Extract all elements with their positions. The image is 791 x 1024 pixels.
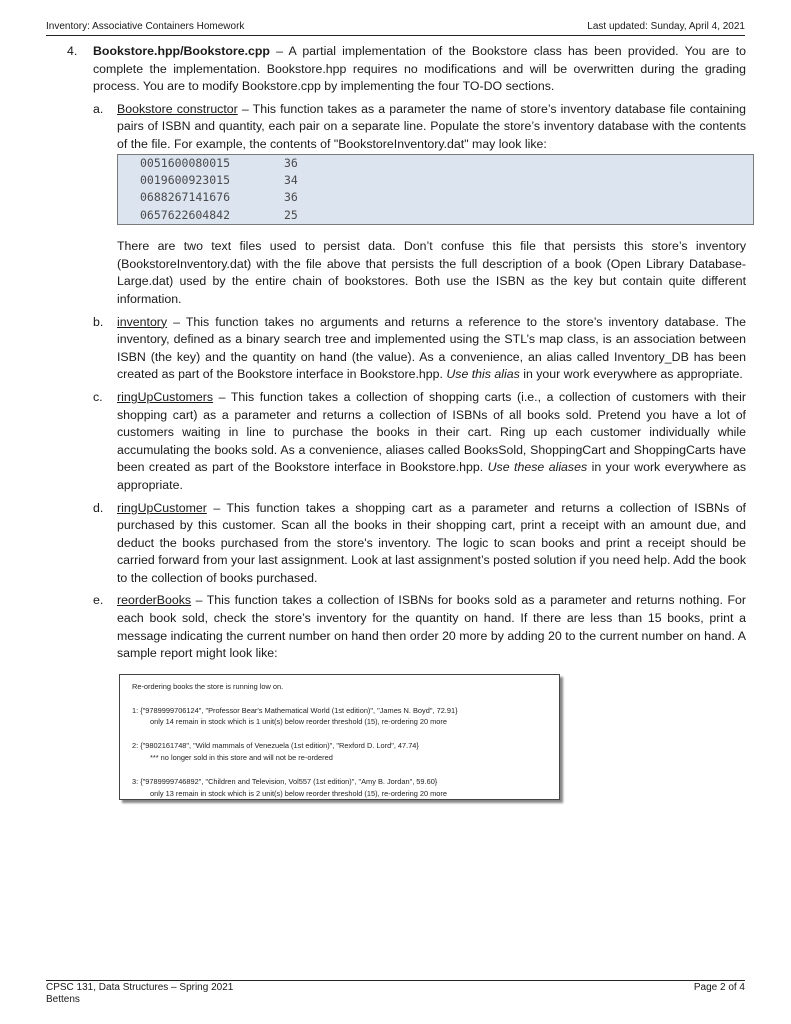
- subitem-d: d. ringUpCustomer – This function takes a shopping cart as a parameter and returns a collection of ISBNs of purchased by this customer. Scan all the books in their shopping cart, print a receipt with an amount due, and deduct the books purchased from the store's inventory. The logic to scan books and print a receipt should be carried forward from your last assignment. Look at last assignment’s posted solution if you need help. Add the book to the collection of books purchased.: [93, 500, 746, 585]
- report-entry: 2: {"9802161748", "Wild mammals of Venezuela (1st edition)", "Rexford D. Lord", 47.74} *** no longer sold in this store and will not be re-ordered: [132, 741, 419, 763]
- inventory-line: 0051600080015 36: [140, 155, 298, 170]
- subitem-a-name: Bookstore constructor: [117, 101, 238, 116]
- subitem-letter: b.: [93, 314, 104, 329]
- inventory-line: 0657622604842 25: [140, 207, 298, 222]
- item-number: 4.: [67, 44, 78, 58]
- report-heading: Re-ordering books the store is running low on.: [132, 681, 284, 691]
- page-footer: [46, 980, 745, 1006]
- report-entry: 1: {"9789999706124", "Professor Bear's Mathematical World (1st edition)", "James N. Boyd", 72.91} only 14 remain in stock which is 1 unit(s) below reorder threshold (15), re-ordering 20 more: [132, 705, 458, 727]
- subitem-letter: e.: [93, 593, 104, 608]
- document-body: [46, 43, 746, 800]
- subitem-a: [93, 101, 746, 309]
- header-date: Last updated: Sunday, April 4, 2021: [587, 21, 745, 32]
- report-entry: 3: {"9789999746892", "Children and Television, Vol557 (1st edition)", "Amy B. Jordan", 59.60} only 13 remain in stock which is 2 unit(s) below reorder threshold (15), re-ordering 20 more: [132, 776, 447, 798]
- footer-course: CPSC 131, Data Structures – Spring 2021: [46, 982, 234, 993]
- header-title: Inventory: Associative Containers Homework: [46, 21, 245, 32]
- subitem-d-name: ringUpCustomer: [117, 500, 207, 515]
- subitem-e-name: reorderBooks: [117, 593, 192, 608]
- subitem-letter: a.: [93, 101, 104, 116]
- inventory-line: 0019600923015 34: [140, 172, 298, 187]
- footer-page-number: Page 2 of 4: [693, 982, 745, 993]
- item-text: – A partial implementation of the Bookstore class has been provided. You are to complete the implementation. Bookstore.hpp requires no modifications and will be overwritten during the grading process. You are to modify Bookstore.cpp by implementing the four TO-DO sections.: [93, 44, 746, 94]
- inventory-line: 0688267141676 36: [140, 190, 298, 205]
- subitem-b: b. inventory – This function takes no arguments and returns a reference to the store’s inventory database. The inventory, defined as a binary search tree and implemented using the STL’s map class, is an association between ISBN (the key) and the quantity on hand (the value). As a convenience, an alias called Inventory_DB has been created as part of the Bookstore interface in Bookstore.hpp. Use this alias in your work everywhere as appropriate.: [93, 314, 746, 382]
- reorder-report-sample: [119, 674, 560, 800]
- page-header: [46, 21, 745, 36]
- subitem-a-followup: There are two text files used to persist data. Don’t confuse this file that persists this store’s inventory (BookstoreInventory.dat) with the file above that persists the full description of a book (Open Library Database-Large.dat) used by the entire chain of bookstores. Both use the ISBN as the key but contain quite different information.: [117, 239, 746, 306]
- item-4: [46, 43, 746, 800]
- subitem-b-name: inventory: [117, 314, 168, 329]
- item-title: Bookstore.hpp/Bookstore.cpp: [93, 44, 270, 58]
- subitem-c-name: ringUpCustomers: [117, 389, 214, 404]
- inventory-file-sample: [117, 154, 754, 226]
- subitem-c: c. ringUpCustomers – This function takes a collection of shopping carts (i.e., a collection of customers with their shopping cart) as a parameter and returns a collection of ISBNs of all books sold. Pretend you have a lot of customers waiting in line to purchase the books in their cart. Ring up each customer individually while accumulating the books sold. As a convenience, aliases called BooksSold, ShoppingCart and ShoppingCarts have been created as part of the Bookstore interface in Bookstore.hpp. Use these aliases in your work everywhere as appropriate.: [93, 389, 746, 492]
- subitem-letter: d.: [93, 500, 104, 515]
- subitem-a-text: – This function takes as a parameter the name of store’s inventory database file containing pairs of ISBN and quantity, each pair on a separate line. Populate the store’s inventory database with the contents of the file. For example, the contents of "BookstoreInventory.dat" may look like:: [117, 101, 746, 151]
- subitem-letter: c.: [93, 389, 103, 404]
- subitem-e: e. reorderBooks – This function takes a collection of ISBNs for books sold as a parameter and returns nothing. For each book sold, check the store’s inventory for the quantity on hand. If there are less than 15 books, print a message indicating the current number on hand then order 20 more by adding 20 to the current number on hand. A sample report might look like: Re-ordering books the store is running low on. 1: {"9789999706124", "Professor Bear's Mathematical World (1st edition)", "James N. Boyd", 72.91} only 14 remain in stock which is 1 unit(s) below reorder threshold (15), re-ordering 20 more 2: {"9802161748", "Wild mammals of Venezuela (1st edition)", "Rexford D. Lord", 47.74} *** no longer sold in this store and will not be re-ordered 3: {"9789999746892", "Children and Television, Vol557 (1st edition)", "Amy B. Jordan", 59.60} only 13 remain in stock which is 2 unit(s) below reorder threshold (15), re-ordering 20 more: [93, 592, 746, 799]
- footer-author: Bettens: [46, 994, 80, 1005]
